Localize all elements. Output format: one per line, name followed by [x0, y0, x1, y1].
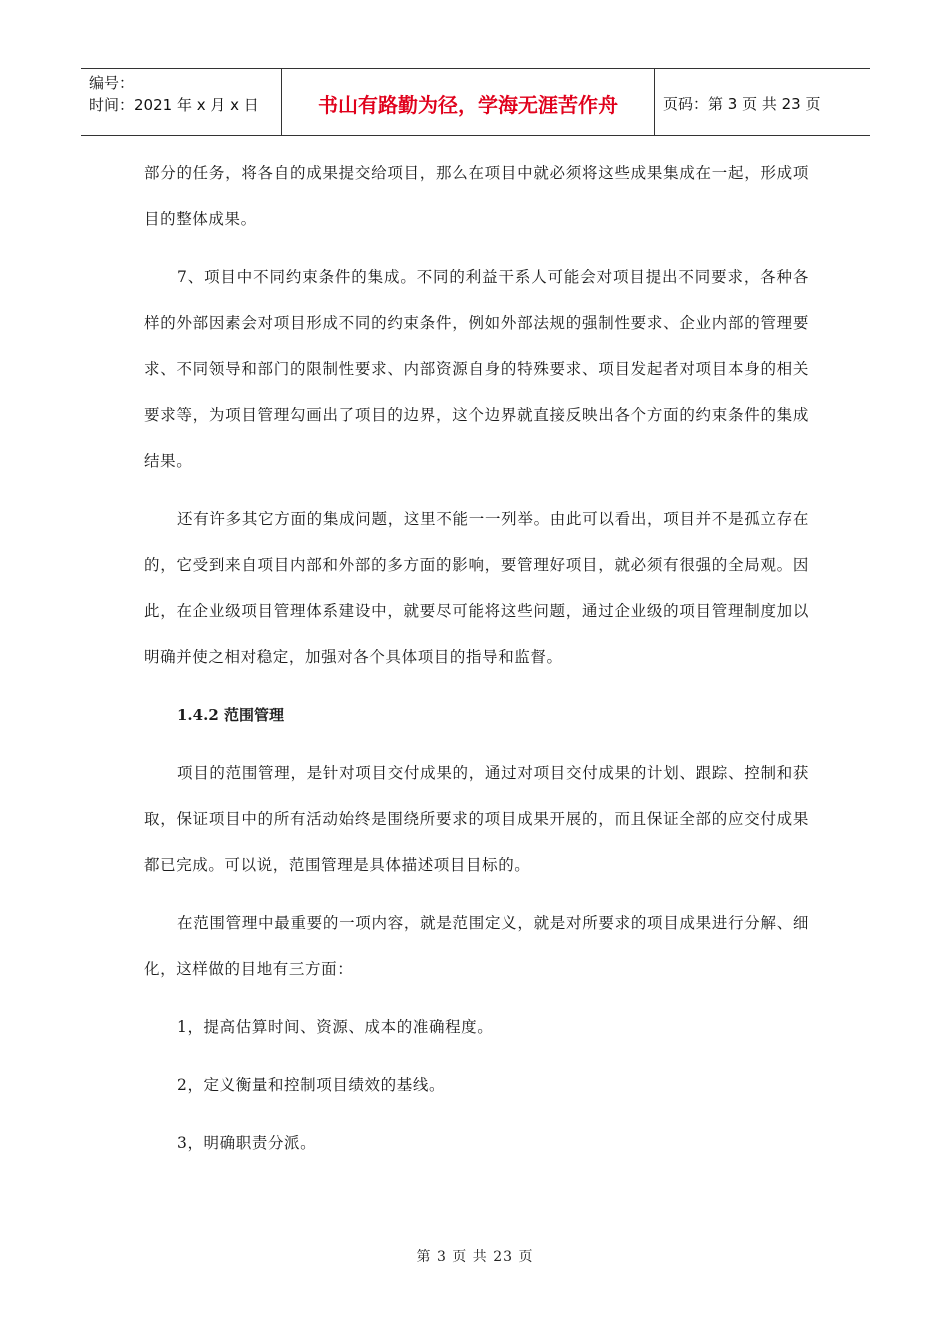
list-item: 2，定义衡量和控制项目绩效的基线。	[177, 1076, 446, 1094]
document-body	[144, 150, 809, 1178]
paragraph-scope-management: 项目的范围管理，是针对项目交付成果的，通过对项目交付成果的计划、跟踪、控制和获取，保证项目中的所有活动始终是围绕所要求的项目成果开展的，而且保证全部的应交付成果都已完成。可以说，范围管理是具体描述项目目标的。	[144, 764, 809, 874]
header-motto: 书山有路勤为径，学海无涯苦作舟	[318, 93, 618, 117]
list-item: 3，明确职责分派。	[177, 1134, 317, 1152]
paragraph-scope-definition: 在范围管理中最重要的一项内容，就是范围定义，就是对所要求的项目成果进行分解、细化，这样做的目地有三方面：	[144, 914, 809, 978]
paragraph-other-integration: 还有许多其它方面的集成问题，这里不能一一列举。由此可以看出，项目并不是孤立存在的，它受到来自项目内部和外部的多方面的影响，要管理好项目，就必须有很强的全局观。因此，在企业级项目管理体系建设中，就要尽可能将这些问题，通过企业级的项目管理制度加以明确并使之相对稳定，加强对各个具体项目的指导和监督。	[144, 510, 809, 666]
page-header	[81, 68, 870, 136]
page-footer: 第 3 页 共 23 页	[416, 1249, 534, 1265]
document-date: 时间：2021 年 x 月 x 日	[89, 96, 259, 114]
list-item: 1，提高估算时间、资源、成本的准确程度。	[177, 1018, 494, 1036]
header-divider	[654, 69, 655, 135]
paragraph-continuation: 部分的任务，将各自的成果提交给项目，那么在项目中就必须将这些成果集成在一起，形成项目的整体成果。	[144, 164, 809, 228]
header-meta	[89, 72, 279, 116]
document-number-label: 编号：	[89, 74, 135, 92]
section-heading: 1.4.2 范围管理	[177, 706, 284, 724]
header-page-info: 页码：第 3 页 共 23 页	[663, 95, 821, 113]
paragraph-constraint-integration: 7、项目中不同约束条件的集成。不同的利益干系人可能会对项目提出不同要求，各种各样的外部因素会对项目形成不同的约束条件，例如外部法规的强制性要求、企业内部的管理要求、不同领导和部门的限制性要求、内部资源自身的特殊要求、项目发起者对项目本身的相关要求等，为项目管理勾画出了项目的边界，这个边界就直接反映出各个方面的约束条件的集成结果。	[144, 268, 809, 470]
